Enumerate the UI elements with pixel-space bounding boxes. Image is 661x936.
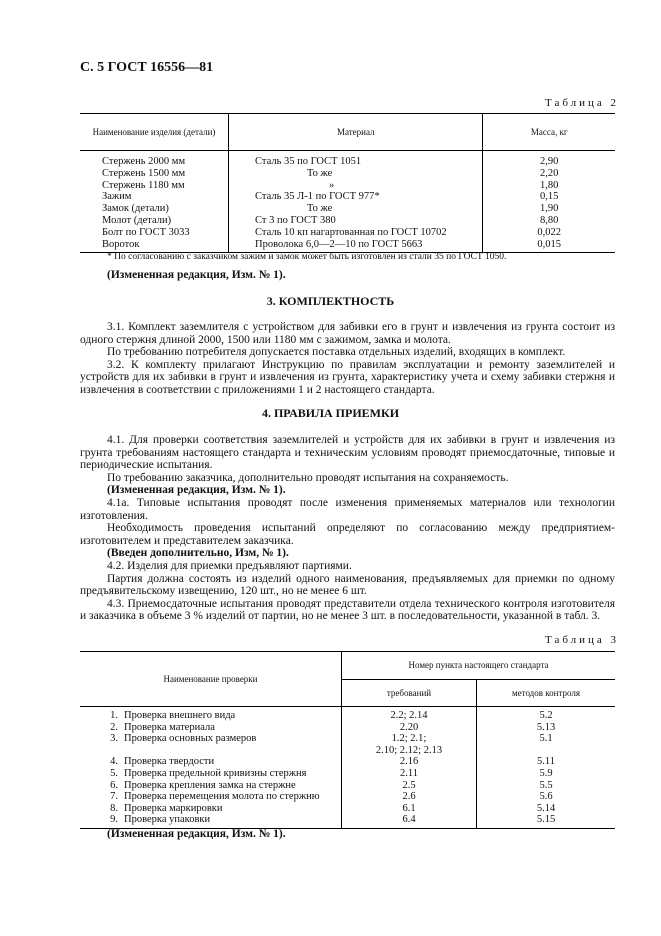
table2-cell-material: Сталь 35 Л-1 по ГОСТ 977* (229, 191, 483, 203)
table2-cell-name: Замок (детали) (102, 203, 169, 215)
table3-cell-number: 2. (110, 721, 118, 733)
table3-cell-requirements: 6.1 (342, 803, 477, 815)
paragraph-4-2: 4.2. Изделия для приемки предъявляют партиями. (107, 559, 352, 572)
table3-cell-name: Проверка внешнего вида (124, 710, 236, 721)
paragraph-4-3: 4.3. Приемосдаточные испытания проводят представители отдела технического контроля изготовителя и заказчика в объеме 3 % изделий от партии, но не менее 3 шт. в последовательности, указанной в табл. 3. (80, 597, 615, 623)
table3-row (80, 803, 615, 815)
table2-footnote: * По согласованию с заказчиком зажим и замок может быть изготовлен из стали 35 по ГОСТ 1050. (107, 252, 507, 262)
table3-row (80, 745, 615, 757)
table2-header-name: Наименование изделия (детали) (80, 114, 229, 151)
section4-body (80, 434, 615, 623)
table2-cell-mass: 0,15 (540, 191, 559, 203)
table2-row (80, 180, 615, 192)
table3-cell-methods: 5.15 (477, 814, 616, 828)
table3-cell-requirements: 2.20 (342, 722, 477, 734)
table2-cell-material: То же (229, 203, 483, 215)
table2-cell-name: Болт по ГОСТ 3033 (102, 226, 190, 238)
page-header: С. 5 ГОСТ 16556—81 (80, 60, 214, 75)
section4-title: 4. ПРАВИЛА ПРИЕМКИ (261, 406, 400, 420)
table3-row (80, 733, 615, 745)
table2-caption: Таблица 2 (545, 97, 620, 109)
table3-cell-number: 4. (110, 756, 118, 768)
table3-row (80, 814, 615, 828)
table3-cell-number (80, 745, 118, 757)
table2-row (80, 151, 615, 168)
table2-cell-mass: 1,80 (540, 179, 559, 191)
table3-cell-methods: 5.14 (536, 802, 556, 814)
table3-header-name: Наименование проверки (80, 652, 342, 707)
paragraph-4-1-extra: По требованию заказчика, дополнительно проводят испытания на сохраняемость. (107, 471, 509, 484)
table2-cell-mass: 8,80 (540, 214, 559, 226)
table3-cell-requirements: 1.2; 2.1; (342, 733, 477, 745)
table3-cell-methods: 5.6 (539, 791, 553, 803)
table3-header-requirements: требований (342, 679, 477, 707)
section3-body (80, 321, 615, 397)
table2-header-material: Материал (229, 114, 483, 151)
amended-4-1: (Измененная редакция, Изм. № 1). (107, 484, 286, 497)
table3-cell-name: Проверка маркировки (124, 802, 223, 814)
table3-cell-methods: 5.11 (537, 756, 555, 768)
table2-row (80, 168, 615, 180)
table2-cell-material: Ст 3 по ГОСТ 380 (229, 215, 483, 227)
table2-cell-material: Сталь 10 кп нагартованная по ГОСТ 10702 (229, 227, 483, 239)
table3-cell-requirements: 2.11 (342, 768, 477, 780)
table3-cell-methods: 5.9 (539, 767, 553, 779)
table2-header-mass: Масса, кг (483, 114, 615, 151)
table3-row (80, 756, 615, 768)
table3-cell-name: Проверка крепления замка на стержне (124, 779, 296, 791)
table3-cell-number: 6. (110, 779, 118, 791)
table3-cell-number: 7. (110, 791, 118, 803)
table2-cell-name: Вороток (80, 239, 229, 253)
table2-row (80, 215, 615, 227)
table2-cell-material: То же (229, 168, 483, 180)
table2-row (80, 191, 615, 203)
table3-row (80, 780, 615, 792)
table2-cell-material: Сталь 35 по ГОСТ 1051 (229, 151, 483, 168)
table2-cell-name: Стержень 2000 мм (102, 156, 186, 167)
paragraph-4-1a-note: Необходимость проведения испытаний определяют по согласованию между предприятием-изготовителем и представителем заказчика. (80, 522, 615, 547)
table3-cell-name: Проверка материала (124, 721, 215, 733)
section3-title: 3. КОМПЛЕКТНОСТЬ (266, 294, 395, 308)
table3-body (80, 707, 615, 829)
paragraph-3-1-note: По требованию потребителя допускается поставка отдельных изделий, входящих в комплект. (107, 346, 566, 359)
table3-cell-requirements: 2.16 (342, 756, 477, 768)
table3-cell-name: Проверка основных размеров (124, 733, 257, 745)
table3-cell-number: 5. (110, 767, 118, 779)
table2-row (80, 239, 615, 253)
table3-cell-requirements: 2.10; 2.12; 2.13 (342, 745, 477, 757)
table2-cell-material: Проволока 6,0—2—10 по ГОСТ 5663 (229, 239, 483, 253)
table3-cell-number: 8. (110, 802, 118, 814)
added-4-1a: (Введен дополнительно, Изм, № 1). (107, 547, 289, 560)
table3-cell-name: Проверка предельной кривизны стержня (124, 767, 307, 779)
table3-cell-name: Проверка перемещения молота по стержню (124, 791, 320, 803)
table2-cell-name: Стержень 1500 мм (102, 167, 186, 179)
table3-cell-requirements: 2.6 (342, 791, 477, 803)
table3-cell-methods: 5.2 (539, 710, 553, 721)
table3-cell-name (118, 745, 342, 757)
table3-cell-methods: 5.5 (539, 779, 553, 791)
table3-cell-methods: 5.13 (536, 721, 556, 733)
table2-body (80, 151, 615, 253)
table2-cell-mass: 0,015 (483, 239, 615, 253)
table2-cell-mass: 1,90 (540, 203, 559, 215)
table2-cell-name: Стержень 1180 мм (102, 179, 185, 191)
table3-cell-requirements: 2.5 (342, 780, 477, 792)
table3-cell-number: 1. (110, 710, 118, 721)
paragraph-4-2-note: Партия должна состоять из изделий одного наименования, предъявляемых для приемки по одному предъявительскому извещению, 120 шт., но не менее 6 шт. (80, 572, 615, 598)
table2-cell-material: » (229, 180, 483, 192)
table3-amended: (Измененная редакция, Изм. № 1). (107, 828, 286, 840)
table3-cell-number: 9. (80, 814, 118, 828)
table3-cell-requirements: 2.2; 2.14 (342, 707, 477, 722)
paragraph-4-1: 4.1. Для проверки соответствия заземлителей и устройств для их забивки в грунт и извлечения из грунта требованиям настоящего стандарта и техническим условиям проводят приемосдаточные, типовые и периодические испытания. (80, 434, 615, 472)
table3-caption: Таблица 3 (545, 634, 620, 646)
table3-header-group: Номер пункта настоящего стандарта (342, 652, 616, 680)
table3-row (80, 707, 615, 722)
paragraph-4-1a: 4.1а. Типовые испытания проводят после изменения применяемых материалов или технологии изготовления. (80, 496, 615, 522)
table3-cell-name: Проверка упаковки (118, 814, 342, 828)
table2 (80, 113, 615, 253)
table3-row (80, 768, 615, 780)
table2-row (80, 203, 615, 215)
table2-row (80, 227, 615, 239)
table2-cell-mass: 2,90 (540, 156, 559, 167)
table3-cell-methods: 5.1 (539, 733, 553, 745)
table2-cell-mass: 0,022 (537, 226, 562, 238)
table2-cell-mass: 2,20 (540, 167, 559, 179)
table3 (80, 651, 615, 829)
table3-cell-name: Проверка твердости (124, 756, 215, 768)
table3-cell-methods (477, 745, 616, 757)
table3-header-methods: методов контроля (477, 679, 616, 707)
paragraph-3-1: 3.1. Комплект заземлителя с устройством для забивки его в грунт и извлечения из грунта состоит из одного стержня длиной 2000, 1500 или 1180 мм с зажимом, замка и молота. (80, 321, 615, 346)
table2-amended: (Измененная редакция, Изм. № 1). (107, 269, 286, 281)
table3-cell-requirements: 6.4 (342, 814, 477, 828)
table3-row (80, 791, 615, 803)
table2-cell-name: Зажим (102, 191, 132, 203)
table2-cell-name: Молот (детали) (102, 214, 172, 226)
table3-row (80, 722, 615, 734)
table3-cell-number: 3. (110, 733, 118, 745)
paragraph-3-2: 3.2. К комплекту прилагают Инструкцию по правилам эксплуатации и ремонту заземлителей и устройств для их забивки в грунт и извлечения из грунта, характеристику учета и схему забивки стержня и извлечения в соответствии с приложениями 1 и 2 настоящего стандарта. (80, 358, 615, 396)
